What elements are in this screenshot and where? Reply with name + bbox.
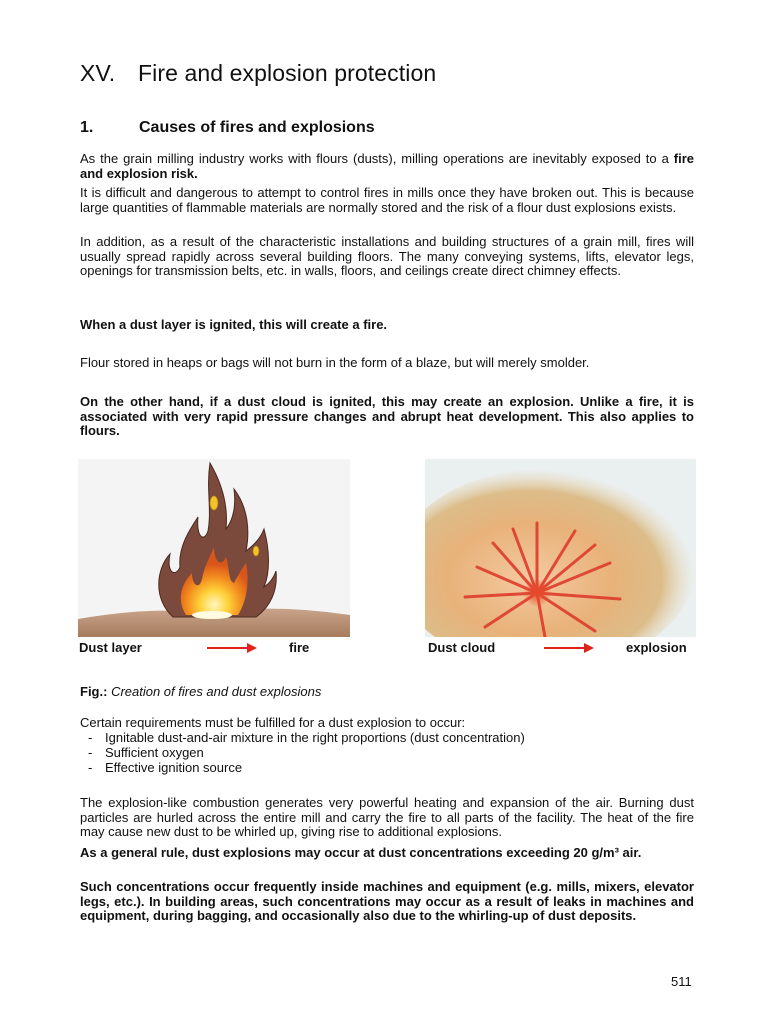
explosion-illustration: [425, 459, 696, 637]
paragraph-dust-cloud: On the other hand, if a dust cloud is ignited, this may create an explosion. Unlike a fire, it is associated with very rapid pressure changes and abrupt heat development. This also applies to flours.: [80, 394, 694, 439]
figure-caption: [80, 684, 321, 699]
section-number: 1.: [80, 119, 94, 136]
list-item-text: Sufficient oxygen: [105, 744, 204, 760]
paragraph-combustion: The explosion-like combustion generates very powerful heating and expansion of the air. Burning dust particles are hurled across the entire mill and carry the fire to all parts of the facility. The heat of the fire may cause new dust to be whirled up, giving rise to additional explosions.: [80, 795, 694, 840]
paragraph-concentrations: Such concentrations occur frequently inside machines and equipment (e.g. mills, mixers, elevator legs, etc.). In building areas, such concentrations may occur as a result of leaks in machines and equipment, during bagging, and occasionally also due to the whirling-up of dust deposits.: [80, 879, 694, 924]
section-heading: [80, 119, 375, 137]
paragraph-intro-bold: fire and explosion risk.: [80, 151, 694, 181]
paragraph-spread: In addition, as a result of the characteristic installations and building structures of a grain mill, fires will usually spread rapidly across several building floors. The many conveying systems, lifts, elevator legs, openings for transmission belts, etc. in walls, floors, and ceilings create direct chimney effects.: [80, 234, 694, 279]
caption-explosion: explosion: [626, 640, 687, 655]
list-item: [88, 746, 525, 761]
list-item-text: Effective ignition source: [105, 759, 243, 775]
paragraph-general-rule: As a general rule, dust explosions may occur at dust concentrations exceeding 20 g/m³ air.: [80, 845, 642, 860]
paragraph-requirements-intro: Certain requirements must be fulfilled for a dust explosion to occur:: [80, 715, 466, 730]
paragraph-difficulty: It is difficult and dangerous to attempt to control fires in mills once they have broken out. This is because large quantities of flammable materials are normally stored and the risk of a flour dust explosions exists.: [80, 185, 694, 215]
figure-caption-label: Fig.:: [80, 684, 108, 699]
arrow-right-icon: [207, 642, 257, 654]
section-title: Causes of fires and explosions: [139, 119, 375, 136]
list-item: [88, 761, 525, 776]
list-dash: -: [88, 730, 93, 745]
arrow-right-icon: [544, 642, 594, 654]
caption-fire: fire: [289, 640, 310, 655]
requirements-list: [88, 731, 525, 775]
chapter-number: XV.: [80, 60, 116, 86]
list-item-text: Ignitable dust-and-air mixture in the right proportions (dust concentration): [105, 730, 525, 745]
page-number: 511: [671, 974, 692, 989]
paragraph-dust-layer: When a dust layer is ignited, this will create a fire.: [80, 317, 388, 332]
paragraph-smolder: Flour stored in heaps or bags will not burn in the form of a blaze, but will merely smolder.: [80, 355, 590, 370]
chapter-title: Fire and explosion protection: [138, 60, 437, 86]
list-dash: -: [88, 744, 93, 760]
caption-dust-cloud: Dust cloud: [428, 640, 496, 655]
fire-illustration: [78, 459, 350, 637]
caption-dust-layer: Dust layer: [79, 640, 142, 655]
paragraph-intro-text: As the grain milling industry works with flours (dusts), milling operations are inevitably exposed to a: [80, 151, 674, 166]
chapter-heading: [80, 60, 436, 87]
figure-caption-text: Creation of fires and dust explosions: [111, 684, 322, 699]
paragraph-intro: [80, 152, 694, 181]
list-item: [88, 731, 525, 746]
list-dash: -: [88, 759, 93, 775]
